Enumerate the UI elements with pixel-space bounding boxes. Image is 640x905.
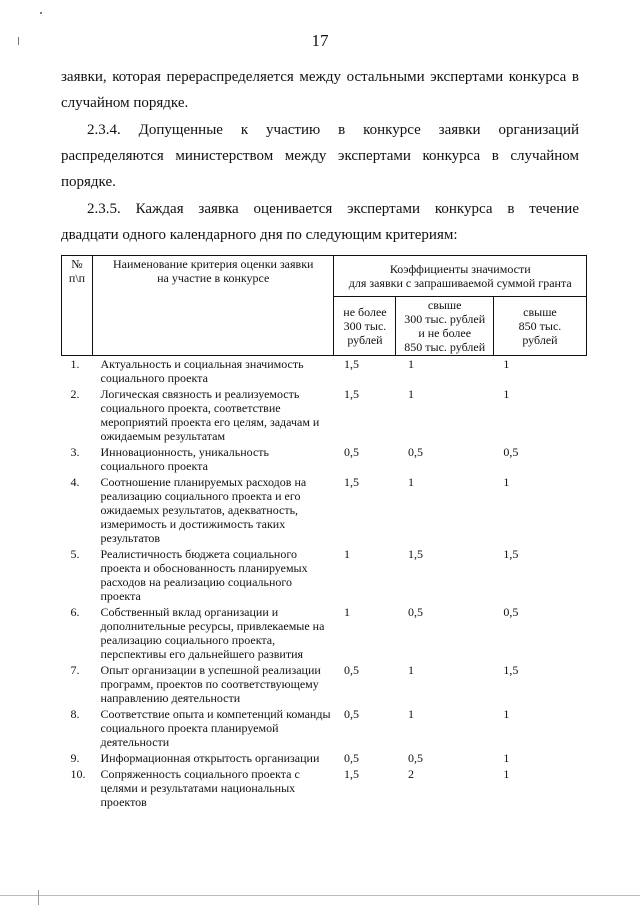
scan-speck — [40, 12, 42, 14]
header-num — [62, 256, 93, 356]
criterion-name: Сопряженность социального проекта с целями и результатами национальных проектов — [100, 767, 300, 809]
page-number: 17 — [311, 31, 329, 50]
table-row — [62, 444, 587, 474]
coefficient-over-850: 1 — [503, 707, 510, 721]
table-row — [62, 546, 587, 604]
text-line: заявки, которая перераспределяется между остальными экспертами конкурса в — [61, 69, 579, 85]
table-body — [62, 356, 587, 811]
table-row — [62, 386, 587, 444]
coefficient-up-to-300: 0,5 — [343, 663, 359, 677]
scan-speck — [18, 37, 19, 45]
header-criterion-name — [93, 256, 334, 356]
coefficient-over-850: 1,5 — [503, 547, 519, 561]
subheader-line: свыше — [427, 298, 462, 312]
subheader-line: рублей — [347, 333, 383, 347]
table-row — [62, 766, 587, 810]
table-row — [62, 662, 587, 706]
paragraph-continuation — [61, 64, 579, 116]
text-line: двадцати одного календарного дня по следующим критериям: — [61, 227, 458, 243]
header-coef-line: Коэффициенты значимости — [389, 262, 531, 276]
coefficient-300-to-850: 0,5 — [407, 605, 423, 619]
text-line: 2.3.4. Допущенные к участию в конкурсе заявки организаций — [87, 122, 579, 138]
header-num-line: № — [71, 257, 83, 271]
row-number: 8. — [70, 707, 80, 721]
criterion-name: Соотношение планируемых расходов на реализацию социального проекта и его ожидаемых результатов, адекватность, измеримость и достижимость таких результатов — [100, 475, 307, 545]
row-number: 2. — [70, 387, 80, 401]
coefficient-up-to-300: 1 — [343, 605, 350, 619]
paragraph-2-3-4 — [61, 117, 579, 195]
table-row — [62, 750, 587, 766]
row-number: 9. — [70, 751, 80, 765]
coefficient-over-850: 1 — [503, 475, 510, 489]
coefficient-300-to-850: 1 — [407, 663, 414, 677]
coefficient-300-to-850: 1 — [407, 475, 414, 489]
coefficient-up-to-300: 0,5 — [343, 751, 359, 765]
criterion-name: Опыт организации в успешной реализации программ, проектов по соответствующему направлению деятельности — [100, 663, 321, 705]
criterion-name: Инновационность, уникальность социального проекта — [100, 445, 270, 473]
criterion-name: Логическая связность и реализуемость социального проекта, соответствие мероприятий проекта его целям, задачам и ожидаемым результатам — [100, 387, 320, 443]
row-number: 4. — [70, 475, 80, 489]
coefficient-up-to-300: 1 — [343, 547, 350, 561]
table-row — [62, 604, 587, 662]
criterion-name: Реалистичность бюджета социального проекта и обоснованность планируемых расходов на реализацию социального проекта — [100, 547, 308, 603]
coefficient-up-to-300: 0,5 — [343, 707, 359, 721]
coefficient-over-850: 1,5 — [503, 663, 519, 677]
header-coef-line: для заявки с запрашиваемой суммой гранта — [348, 276, 572, 290]
header-amount-up-to-300 — [334, 297, 396, 356]
subheader-line: 850 тыс. — [518, 319, 562, 333]
header-name-line: на участие в конкурсе — [157, 271, 270, 285]
text-line: порядке. — [61, 174, 116, 190]
text-line: случайном порядке. — [61, 95, 189, 111]
text-line: 2.3.5. Каждая заявка оценивается экспертами конкурса в течение — [87, 201, 579, 217]
subheader-line: рублей — [522, 333, 558, 347]
header-amount-300-to-850 — [396, 297, 493, 356]
subheader-line: свыше — [523, 305, 557, 319]
coefficient-over-850: 1 — [503, 767, 510, 781]
coefficient-over-850: 1 — [503, 387, 510, 401]
criteria-table — [61, 255, 587, 810]
row-number: 1. — [70, 357, 80, 371]
text-line: распределяются министерством между экспертами конкурса в случайном — [61, 148, 579, 164]
coefficient-300-to-850: 1 — [407, 357, 414, 371]
subheader-line: 300 тыс. рублей — [404, 312, 486, 326]
row-number: 3. — [70, 445, 80, 459]
coefficient-300-to-850: 1,5 — [407, 547, 423, 561]
criterion-name: Актуальность и социальная значимость социального проекта — [100, 357, 304, 385]
coefficient-up-to-300: 1,5 — [343, 387, 359, 401]
paragraph-2-3-5 — [61, 196, 579, 248]
coefficient-300-to-850: 1 — [407, 707, 414, 721]
coefficient-over-850: 0,5 — [503, 605, 519, 619]
coefficient-300-to-850: 0,5 — [407, 445, 423, 459]
coefficient-up-to-300: 0,5 — [343, 445, 359, 459]
subheader-line: не более — [343, 305, 387, 319]
coefficient-up-to-300: 1,5 — [343, 475, 359, 489]
row-number: 5. — [70, 547, 80, 561]
table-row — [62, 474, 587, 546]
header-amount-over-850 — [493, 297, 586, 356]
criterion-name: Соответствие опыта и компетенций команды социального проекта планируемой деятельности — [100, 707, 331, 749]
criterion-name: Информационная открытость организации — [100, 751, 320, 765]
row-number: 10. — [70, 767, 86, 781]
scan-edge-line — [38, 890, 39, 905]
subheader-line: 300 тыс. — [343, 319, 387, 333]
coefficient-over-850: 0,5 — [503, 445, 519, 459]
table-row — [62, 706, 587, 750]
criterion-name: Собственный вклад организации и дополнительные ресурсы, привлекаемые на реализацию социального проекта, перспективы его дальнейшего развития — [100, 605, 325, 661]
coefficient-up-to-300: 1,5 — [343, 357, 359, 371]
subheader-line: 850 тыс. рублей — [404, 340, 486, 354]
coefficient-up-to-300: 1,5 — [343, 767, 359, 781]
header-num-line: п\п — [68, 271, 86, 285]
table-header-row — [62, 256, 587, 297]
row-number: 7. — [70, 663, 80, 677]
row-number: 6. — [70, 605, 80, 619]
table-row — [62, 356, 587, 387]
coefficient-300-to-850: 2 — [407, 767, 414, 781]
coefficient-over-850: 1 — [503, 357, 510, 371]
coefficient-over-850: 1 — [503, 751, 510, 765]
header-name-line: Наименование критерия оценки заявки — [113, 257, 314, 271]
scan-edge-line — [0, 895, 640, 896]
header-coefficients — [334, 256, 587, 297]
subheader-line: и не более — [418, 326, 472, 340]
coefficient-300-to-850: 1 — [407, 387, 414, 401]
coefficient-300-to-850: 0,5 — [407, 751, 423, 765]
